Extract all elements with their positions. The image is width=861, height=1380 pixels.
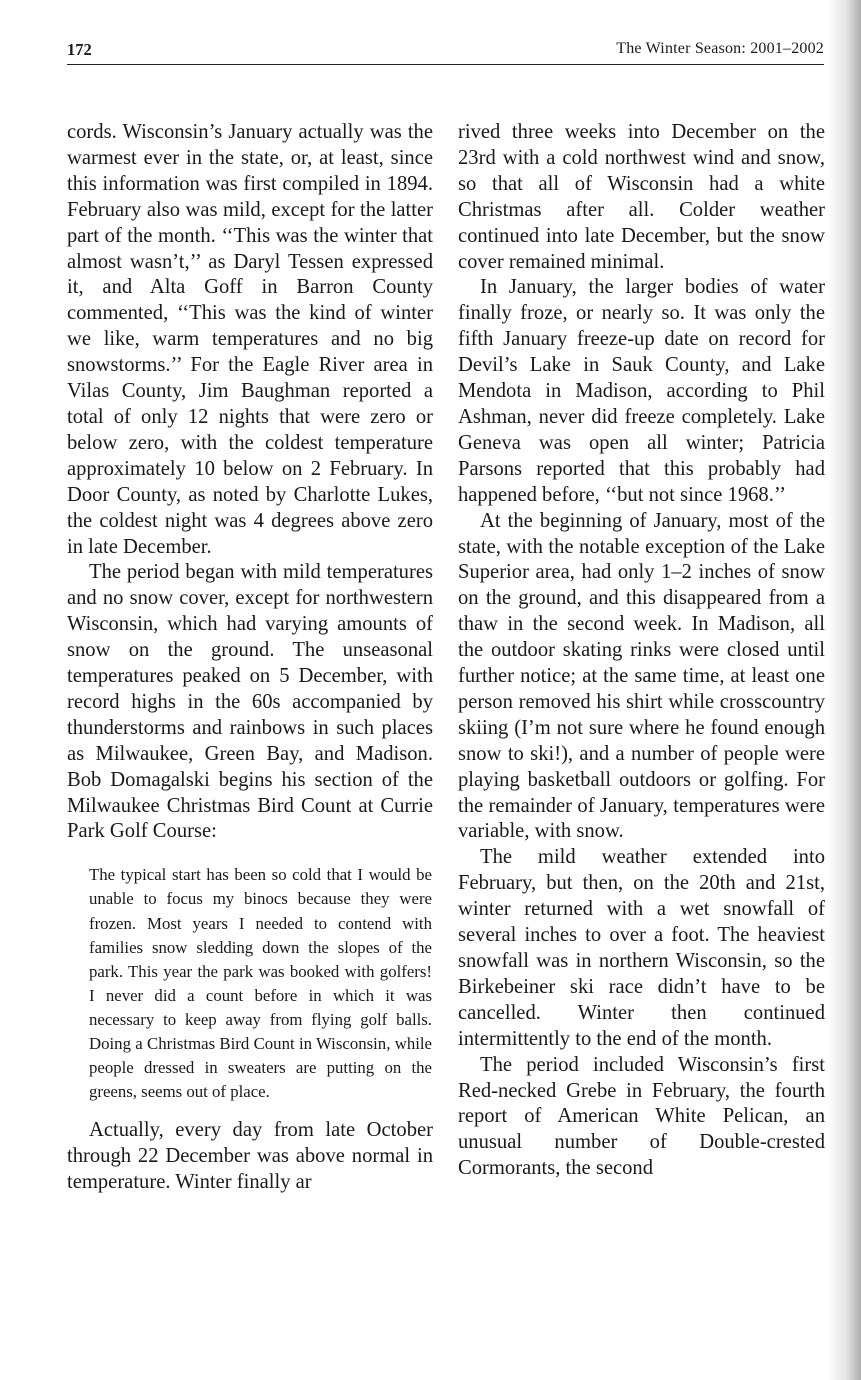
page-number: 172 bbox=[67, 40, 92, 59]
paragraph: The period began with mild temperatures and no snow cover, except for northwestern Wisconsin, which had varying amounts of snow on the ground. The unseasonal temperatures peaked on 5 December, with record highs in the 60s accompanied by thunderstorms and rainbows in such places as Milwaukee, Green Bay, and Madison. Bob Domagalski begins his section of the Milwaukee Christmas Bird Count at Currie Park Golf Course: bbox=[67, 561, 433, 843]
left-column bbox=[67, 120, 433, 1196]
page-header bbox=[67, 38, 824, 65]
paragraph: The period included Wisconsin’s first Red-necked Grebe in February, the fourth report of American White Pelican, an unusual number of Double-crested Cormorants, the second bbox=[458, 1053, 825, 1180]
block-quote bbox=[67, 863, 433, 1104]
paragraph: At the beginning of January, most of the state, with the notable exception of the Lake Superior area, had only 1–2 inches of snow on the ground, and this disappeared from a thaw in the second week. In Madison, all the outdoor skating rinks were closed until further notice; at the same time, at least one person removed his shirt while crosscountry skiing (I’m not sure where he found enough snow to ski!), and a number of people were playing basketball outdoors or golfing. For the remainder of January, temperatures were variable, with snow. bbox=[458, 509, 825, 843]
paragraph: rived three weeks into December on the 23rd with a cold northwest wind and snow, so that all of Wisconsin had a white Christmas after all. Colder weather continued into late December, but the snow cover remained minimal. bbox=[458, 121, 825, 273]
paragraph: cords. Wisconsin’s January actually was the warmest ever in the state, or, at least, since this information was first compiled in 1894. February also was mild, except for the latter part of the month. ‘‘This was the winter that almost wasn’t,’’ as Daryl Tessen expressed it, and Alta Goff in Barron County commented, ‘‘This was the kind of winter we like, warm temperatures and no big snowstorms.’’ For the Eagle River area in Vilas County, Jim Baughman reported a total of only 12 nights that were zero or below zero, with the coldest temperature approximately 10 below on 2 February. In Door County, as noted by Charlotte Lukes, the coldest night was 4 degrees above zero in late December. bbox=[67, 121, 433, 558]
quote-text: The typical start has been so cold that I would be unable to focus my binocs because they were frozen. Most years I needed to contend with families snow sledding down the slopes of the park. This year the park was booked with golfers! I never did a count before in which it was necessary to keep away from flying golf balls. Doing a Christmas Bird Count in Wisconsin, while people dressed in sweaters are putting on the greens, seems out of place. bbox=[89, 865, 432, 1102]
running-head: The Winter Season: 2001–2002 bbox=[616, 40, 824, 57]
paragraph: In January, the larger bodies of water finally froze, or nearly so. It was only the fifth January freeze-up date on record for Devil’s Lake in Sauk County, and Lake Mendota in Madison, according to Phil Ashman, never did freeze completely. Lake Geneva was open all winter; Patricia Parsons reported that this probably had happened before, ‘‘but not since 1968.’’ bbox=[458, 276, 825, 506]
paragraph: The mild weather extended into February, but then, on the 20th and 21st, winter returned with a wet snowfall of several inches to over a foot. The heaviest snowfall was in northern Wisconsin, so the Birkebeiner ski race didn’t have to be cancelled. Winter then continued intermittently to the end of the month. bbox=[458, 846, 825, 1050]
page-edge-shadow bbox=[827, 0, 861, 1380]
right-column bbox=[458, 120, 825, 1182]
paragraph: Actually, every day from late October through 22 December was above normal in temperature. Winter finally ar bbox=[67, 1119, 433, 1194]
